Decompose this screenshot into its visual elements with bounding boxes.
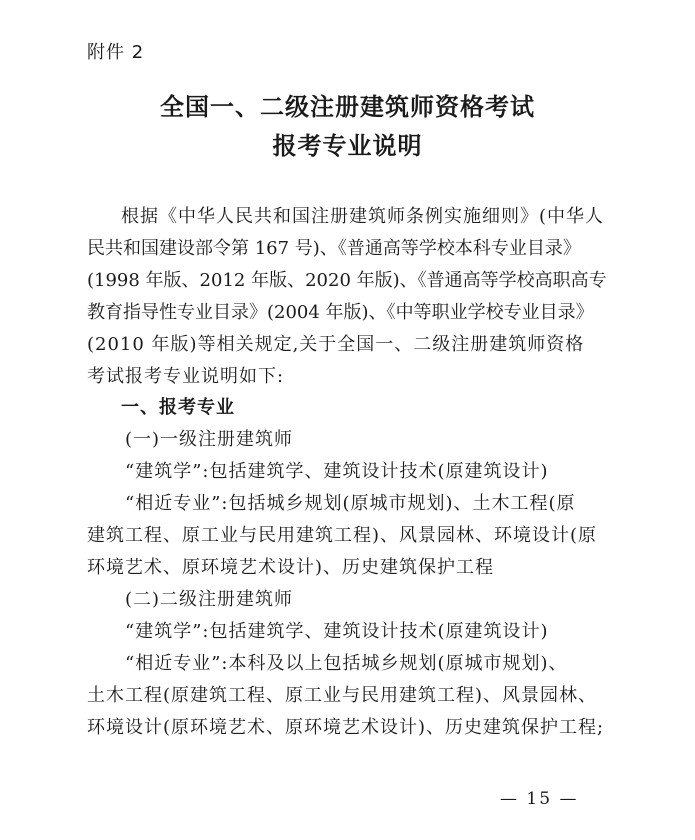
intro-line: (2010 年版)等相关规定,关于全国一、二级注册建筑师资格 xyxy=(87,334,585,355)
sub1-paragraph-line: “建筑学”:包括建筑学、建筑设计技术(原建筑设计) xyxy=(125,461,549,482)
section-heading: 一、报考专业 xyxy=(121,397,235,418)
sub1-paragraph-line: 建筑工程、原工业与民用建筑工程)、风景园林、环境设计(原 xyxy=(87,525,598,546)
attachment-label: 附件 2 xyxy=(87,42,145,63)
sub1-paragraph-line: “相近专业”:包括城乡规划(原城市规划)、土木工程(原 xyxy=(125,493,576,514)
intro-line: 民共和国建设部令第 167 号)、《普通高等学校本科专业目录》 xyxy=(87,238,581,259)
sub2-paragraph-line: 环境设计(原环境艺术、原环境艺术设计)、历史建筑保护工程; xyxy=(87,717,605,738)
document-title-line-2: 报考专业说明 xyxy=(272,132,423,160)
intro-line: 教育指导性专业目录》(2004 年版)、《中等职业学校专业目录》 xyxy=(87,302,594,323)
intro-line: 考试报考专业说明如下: xyxy=(87,366,285,387)
subsection-heading: (一)一级注册建筑师 xyxy=(125,429,294,450)
subsection-heading: (二)二级注册建筑师 xyxy=(125,589,294,610)
sub2-paragraph-line: 土木工程(原建筑工程、原工业与民用建筑工程)、风景园林、 xyxy=(87,685,598,706)
sub1-paragraph-line: 环境艺术、原环境艺术设计)、历史建筑保护工程 xyxy=(87,557,495,578)
intro-line: 根据《中华人民共和国注册建筑师条例实施细则》(中华人 xyxy=(121,206,605,227)
intro-line: (1998 年版、2012 年版、2020 年版)、《普通高等学校高职高专 xyxy=(87,270,607,291)
page-number: — 15 — xyxy=(500,789,579,809)
document-title-line-1: 全国一、二级注册建筑师资格考试 xyxy=(160,93,535,121)
sub2-paragraph-line: “建筑学”:包括建筑学、建筑设计技术(原建筑设计) xyxy=(125,621,549,642)
sub2-paragraph-line: “相近专业”:本科及以上包括城乡规划(原城市规划)、 xyxy=(125,653,568,674)
